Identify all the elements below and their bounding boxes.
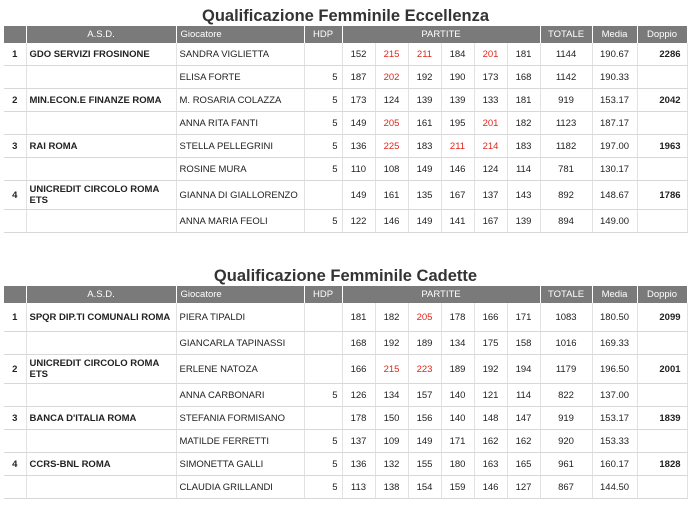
total-cell: 1142 <box>540 66 592 89</box>
doppio-cell: 2042 <box>637 89 687 112</box>
table-body <box>4 303 687 499</box>
player-cell: ANNA CARBONARI <box>176 384 304 407</box>
game-score-cell: 154 <box>408 476 441 499</box>
table-row <box>4 384 687 407</box>
team-cell <box>26 158 176 181</box>
rank-cell <box>4 384 26 407</box>
table-row <box>4 135 687 158</box>
game-score-cell: 181 <box>507 89 540 112</box>
hdp-cell: 5 <box>304 135 342 158</box>
header-totale: TOTALE <box>540 286 592 303</box>
game-score-cell: 205 <box>375 112 408 135</box>
team-cell: UNICREDIT CIRCOLO ROMA ETS <box>26 355 176 384</box>
game-score-cell: 187 <box>342 66 375 89</box>
hdp-cell <box>304 355 342 384</box>
total-cell: 920 <box>540 430 592 453</box>
rank-cell <box>4 66 26 89</box>
average-cell: 130.17 <box>592 158 637 181</box>
header-giocatore: Giocatore <box>176 286 304 303</box>
game-score-cell: 178 <box>342 407 375 430</box>
section-title: Qualificazione Femminile Eccellenza <box>201 7 490 25</box>
section-eccellenza <box>4 6 687 233</box>
game-score-cell: 149 <box>408 430 441 453</box>
table-row <box>4 89 687 112</box>
average-cell: 160.17 <box>592 453 637 476</box>
table-row <box>4 303 687 332</box>
game-score-cell: 132 <box>375 453 408 476</box>
section-title: Qualificazione Femminile Cadette <box>213 267 478 285</box>
game-score-cell: 133 <box>474 89 507 112</box>
game-score-cell: 143 <box>507 181 540 210</box>
game-score-cell: 189 <box>441 355 474 384</box>
hdp-cell: 5 <box>304 89 342 112</box>
average-cell: 153.17 <box>592 89 637 112</box>
player-cell: STELLA PELLEGRINI <box>176 135 304 158</box>
section-cadette <box>4 266 687 499</box>
game-score-cell: 162 <box>507 430 540 453</box>
table-row <box>4 112 687 135</box>
rank-cell: 4 <box>4 453 26 476</box>
game-score-cell: 225 <box>375 135 408 158</box>
game-score-cell: 214 <box>474 135 507 158</box>
game-score-cell: 146 <box>441 158 474 181</box>
total-cell: 892 <box>540 181 592 210</box>
results-table <box>4 26 688 233</box>
rank-cell <box>4 430 26 453</box>
game-score-cell: 137 <box>342 430 375 453</box>
game-score-cell: 121 <box>474 384 507 407</box>
hdp-cell <box>304 181 342 210</box>
total-cell: 781 <box>540 158 592 181</box>
game-score-cell: 205 <box>408 303 441 332</box>
header-doppio: Doppio <box>637 26 687 43</box>
hdp-cell <box>304 407 342 430</box>
header-giocatore: Giocatore <box>176 26 304 43</box>
rank-cell: 3 <box>4 135 26 158</box>
average-cell: 196.50 <box>592 355 637 384</box>
team-cell: CCRS-BNL ROMA <box>26 453 176 476</box>
game-score-cell: 211 <box>441 135 474 158</box>
table-row <box>4 476 687 499</box>
game-score-cell: 126 <box>342 384 375 407</box>
game-score-cell: 140 <box>441 407 474 430</box>
game-score-cell: 184 <box>441 43 474 66</box>
game-score-cell: 181 <box>507 43 540 66</box>
player-cell: GIANCARLA TAPINASSI <box>176 332 304 355</box>
table-body <box>4 43 687 233</box>
total-cell: 1182 <box>540 135 592 158</box>
game-score-cell: 149 <box>342 181 375 210</box>
average-cell: 148.67 <box>592 181 637 210</box>
team-cell <box>26 476 176 499</box>
total-cell: 1144 <box>540 43 592 66</box>
player-cell: M. ROSARIA COLAZZA <box>176 89 304 112</box>
doppio-cell: 2099 <box>637 303 687 332</box>
total-cell: 1083 <box>540 303 592 332</box>
game-score-cell: 110 <box>342 158 375 181</box>
table-row <box>4 355 687 384</box>
game-score-cell: 175 <box>474 332 507 355</box>
header-partite: PARTITE <box>342 286 540 303</box>
average-cell: 137.00 <box>592 384 637 407</box>
total-cell: 1016 <box>540 332 592 355</box>
game-score-cell: 166 <box>474 303 507 332</box>
game-score-cell: 215 <box>375 43 408 66</box>
game-score-cell: 192 <box>408 66 441 89</box>
game-score-cell: 147 <box>507 407 540 430</box>
doppio-cell: 2286 <box>637 43 687 66</box>
hdp-cell: 5 <box>304 453 342 476</box>
average-cell: 190.33 <box>592 66 637 89</box>
game-score-cell: 162 <box>474 430 507 453</box>
table-row <box>4 181 687 210</box>
team-cell <box>26 430 176 453</box>
table-row <box>4 43 687 66</box>
game-score-cell: 127 <box>507 476 540 499</box>
hdp-cell: 5 <box>304 476 342 499</box>
player-cell: PIERA TIPALDI <box>176 303 304 332</box>
table-row <box>4 66 687 89</box>
doppio-cell <box>637 430 687 453</box>
hdp-cell: 5 <box>304 430 342 453</box>
rank-cell: 3 <box>4 407 26 430</box>
game-score-cell: 171 <box>441 430 474 453</box>
header-row <box>4 26 687 43</box>
team-cell: MIN.ECON.E FINANZE ROMA <box>26 89 176 112</box>
game-score-cell: 146 <box>375 210 408 233</box>
doppio-cell <box>637 210 687 233</box>
team-cell <box>26 210 176 233</box>
game-score-cell: 223 <box>408 355 441 384</box>
game-score-cell: 146 <box>474 476 507 499</box>
hdp-cell: 5 <box>304 210 342 233</box>
game-score-cell: 171 <box>507 303 540 332</box>
rank-cell: 2 <box>4 355 26 384</box>
average-cell: 153.17 <box>592 407 637 430</box>
rank-cell: 1 <box>4 303 26 332</box>
doppio-cell <box>637 112 687 135</box>
player-cell: SIMONETTA GALLI <box>176 453 304 476</box>
game-score-cell: 183 <box>507 135 540 158</box>
game-score-cell: 161 <box>375 181 408 210</box>
game-score-cell: 163 <box>474 453 507 476</box>
team-cell: GDO SERVIZI FROSINONE <box>26 43 176 66</box>
average-cell: 169.33 <box>592 332 637 355</box>
hdp-cell <box>304 43 342 66</box>
team-cell: SPQR DIP.TI COMUNALI ROMA <box>26 303 176 332</box>
game-score-cell: 173 <box>474 66 507 89</box>
header-doppio: Doppio <box>637 286 687 303</box>
game-score-cell: 189 <box>408 332 441 355</box>
game-score-cell: 108 <box>375 158 408 181</box>
game-score-cell: 183 <box>408 135 441 158</box>
player-cell: ANNA MARIA FEOLI <box>176 210 304 233</box>
average-cell: 187.17 <box>592 112 637 135</box>
hdp-cell: 5 <box>304 112 342 135</box>
total-cell: 894 <box>540 210 592 233</box>
game-score-cell: 122 <box>342 210 375 233</box>
doppio-cell <box>637 476 687 499</box>
rank-cell: 1 <box>4 43 26 66</box>
doppio-cell <box>637 158 687 181</box>
doppio-cell: 1963 <box>637 135 687 158</box>
game-score-cell: 195 <box>441 112 474 135</box>
game-score-cell: 182 <box>375 303 408 332</box>
game-score-cell: 161 <box>408 112 441 135</box>
game-score-cell: 134 <box>375 384 408 407</box>
game-score-cell: 149 <box>408 210 441 233</box>
player-cell: ROSINE MURA <box>176 158 304 181</box>
team-cell: UNICREDIT CIRCOLO ROMA ETS <box>26 181 176 210</box>
header-media: Media <box>592 26 637 43</box>
header-media: Media <box>592 286 637 303</box>
average-cell: 144.50 <box>592 476 637 499</box>
team-cell: BANCA D'ITALIA ROMA <box>26 407 176 430</box>
team-cell: RAI ROMA <box>26 135 176 158</box>
player-cell: SANDRA VIGLIETTA <box>176 43 304 66</box>
game-score-cell: 192 <box>375 332 408 355</box>
game-score-cell: 167 <box>474 210 507 233</box>
header-rank <box>4 286 26 303</box>
game-score-cell: 215 <box>375 355 408 384</box>
rank-cell <box>4 158 26 181</box>
game-score-cell: 157 <box>408 384 441 407</box>
hdp-cell: 5 <box>304 66 342 89</box>
average-cell: 197.00 <box>592 135 637 158</box>
game-score-cell: 155 <box>408 453 441 476</box>
total-cell: 1179 <box>540 355 592 384</box>
game-score-cell: 166 <box>342 355 375 384</box>
game-score-cell: 124 <box>375 89 408 112</box>
average-cell: 190.67 <box>592 43 637 66</box>
game-score-cell: 136 <box>342 135 375 158</box>
team-cell <box>26 332 176 355</box>
game-score-cell: 159 <box>441 476 474 499</box>
header-partite: PARTITE <box>342 26 540 43</box>
table-row <box>4 332 687 355</box>
game-score-cell: 194 <box>507 355 540 384</box>
header-hdp: HDP <box>304 286 342 303</box>
doppio-cell: 1786 <box>637 181 687 210</box>
total-cell: 919 <box>540 407 592 430</box>
game-score-cell: 202 <box>375 66 408 89</box>
average-cell: 180.50 <box>592 303 637 332</box>
game-score-cell: 178 <box>441 303 474 332</box>
team-cell <box>26 66 176 89</box>
hdp-cell: 5 <box>304 158 342 181</box>
game-score-cell: 114 <box>507 384 540 407</box>
player-cell: CLAUDIA GRILLANDI <box>176 476 304 499</box>
game-score-cell: 137 <box>474 181 507 210</box>
total-cell: 822 <box>540 384 592 407</box>
game-score-cell: 148 <box>474 407 507 430</box>
table-row <box>4 210 687 233</box>
game-score-cell: 149 <box>408 158 441 181</box>
game-score-cell: 156 <box>408 407 441 430</box>
game-score-cell: 181 <box>342 303 375 332</box>
game-score-cell: 139 <box>507 210 540 233</box>
header-hdp: HDP <box>304 26 342 43</box>
game-score-cell: 158 <box>507 332 540 355</box>
game-score-cell: 182 <box>507 112 540 135</box>
rank-cell: 2 <box>4 89 26 112</box>
game-score-cell: 173 <box>342 89 375 112</box>
table-row <box>4 407 687 430</box>
game-score-cell: 201 <box>474 43 507 66</box>
player-cell: ERLENE NATOZA <box>176 355 304 384</box>
rank-cell: 4 <box>4 181 26 210</box>
rank-cell <box>4 210 26 233</box>
game-score-cell: 168 <box>507 66 540 89</box>
results-table <box>4 286 688 499</box>
average-cell: 153.33 <box>592 430 637 453</box>
game-score-cell: 168 <box>342 332 375 355</box>
game-score-cell: 190 <box>441 66 474 89</box>
game-score-cell: 201 <box>474 112 507 135</box>
average-cell: 149.00 <box>592 210 637 233</box>
game-score-cell: 141 <box>441 210 474 233</box>
header-row <box>4 286 687 303</box>
rank-cell <box>4 476 26 499</box>
header-totale: TOTALE <box>540 26 592 43</box>
player-cell: ELISA FORTE <box>176 66 304 89</box>
player-cell: ANNA RITA FANTI <box>176 112 304 135</box>
team-cell <box>26 112 176 135</box>
hdp-cell <box>304 303 342 332</box>
total-cell: 867 <box>540 476 592 499</box>
player-cell: MATILDE FERRETTI <box>176 430 304 453</box>
rank-cell <box>4 112 26 135</box>
game-score-cell: 165 <box>507 453 540 476</box>
header-asd: A.S.D. <box>26 286 176 303</box>
game-score-cell: 124 <box>474 158 507 181</box>
game-score-cell: 149 <box>342 112 375 135</box>
player-cell: STEFANIA FORMISANO <box>176 407 304 430</box>
game-score-cell: 138 <box>375 476 408 499</box>
table-row <box>4 158 687 181</box>
doppio-cell: 2001 <box>637 355 687 384</box>
game-score-cell: 134 <box>441 332 474 355</box>
table-row <box>4 453 687 476</box>
game-score-cell: 192 <box>474 355 507 384</box>
game-score-cell: 136 <box>342 453 375 476</box>
header-asd: A.S.D. <box>26 26 176 43</box>
game-score-cell: 152 <box>342 43 375 66</box>
doppio-cell: 1839 <box>637 407 687 430</box>
rank-cell <box>4 332 26 355</box>
game-score-cell: 139 <box>441 89 474 112</box>
table-row <box>4 430 687 453</box>
game-score-cell: 167 <box>441 181 474 210</box>
hdp-cell: 5 <box>304 384 342 407</box>
game-score-cell: 140 <box>441 384 474 407</box>
player-cell: GIANNA DI GIALLORENZO <box>176 181 304 210</box>
hdp-cell <box>304 332 342 355</box>
game-score-cell: 211 <box>408 43 441 66</box>
doppio-cell <box>637 384 687 407</box>
total-cell: 961 <box>540 453 592 476</box>
doppio-cell <box>637 332 687 355</box>
team-cell <box>26 384 176 407</box>
total-cell: 919 <box>540 89 592 112</box>
doppio-cell: 1828 <box>637 453 687 476</box>
game-score-cell: 113 <box>342 476 375 499</box>
game-score-cell: 180 <box>441 453 474 476</box>
game-score-cell: 114 <box>507 158 540 181</box>
game-score-cell: 109 <box>375 430 408 453</box>
doppio-cell <box>637 66 687 89</box>
total-cell: 1123 <box>540 112 592 135</box>
game-score-cell: 135 <box>408 181 441 210</box>
header-rank <box>4 26 26 43</box>
game-score-cell: 139 <box>408 89 441 112</box>
game-score-cell: 150 <box>375 407 408 430</box>
